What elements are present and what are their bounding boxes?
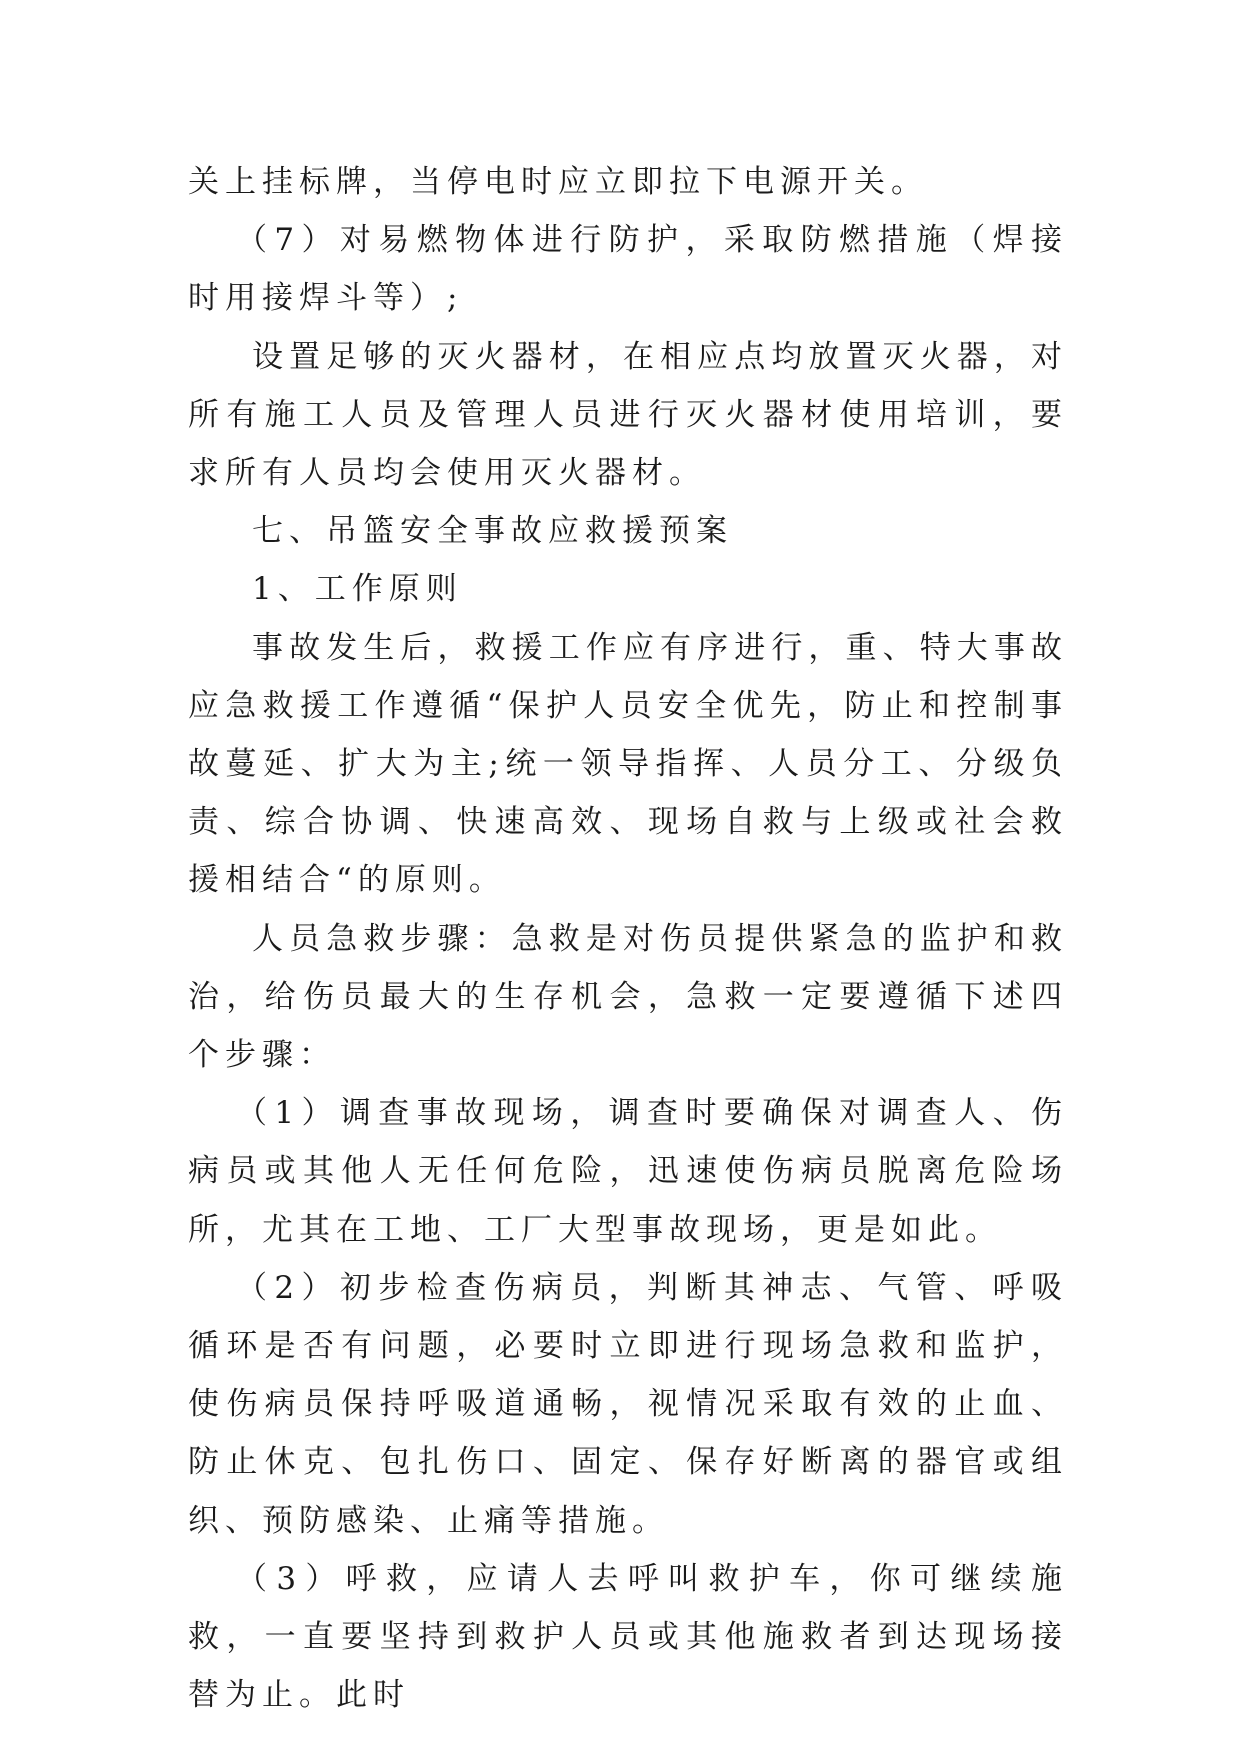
paragraph-first-aid-steps: 人员急救步骤：急救是对伤员提供紧急的监护和救治，给伤员最大的生存机会，急救一定要遵循下述四个步骤： xyxy=(188,920,1068,1074)
paragraph-step-2: （2）初步检查伤病员，判断其神志、气管、呼吸循环是否有问题，必要时立即进行现场急救和监护，使伤病员保持呼吸道通畅，视情况采取有效的止血、防止休克、包扎伤口、固定、保存好断离的器官或组织、预防感染、止痛等措施。 xyxy=(188,1269,1068,1539)
paragraph-item-7: （7）对易燃物体进行防护，采取防燃措施（焊接时用接焊斗等）; xyxy=(188,222,1068,317)
subsection-heading: 1、工作原则 xyxy=(252,571,463,608)
paragraph-principle: 事故发生后，救援工作应有序进行，重、特大事故应急救援工作遵循“保护人员安全优先，防止和控制事故蔓延、扩大为主;统一领导指挥、人员分工、分级负责、综合协调、快速高效、现场自救与上级或社会救援相结合“的原则。 xyxy=(188,629,1068,899)
document-body xyxy=(188,153,1068,1724)
paragraph-continuation: 关上挂标牌，当停电时应立即拉下电源开关。 xyxy=(188,164,928,200)
paragraph-step-3: （3）呼救，应请人去呼叫救护车，你可继续施救，一直要坚持到救护人员或其他施救者到达现场接替为止。此时 xyxy=(188,1560,1068,1714)
paragraph-fire-equipment: 设置足够的灭火器材，在相应点均放置灭火器，对所有施工人员及管理人员进行灭火器材使用培训，要求所有人员均会使用灭火器材。 xyxy=(188,338,1068,492)
paragraph-step-1: （1）调查事故现场，调查时要确保对调查人、伤病员或其他人无任何危险，迅速使伤病员脱离危险场所，尤其在工地、工厂大型事故现场，更是如此。 xyxy=(188,1095,1068,1248)
section-heading: 七、吊篮安全事故应救援预案 xyxy=(252,513,733,550)
